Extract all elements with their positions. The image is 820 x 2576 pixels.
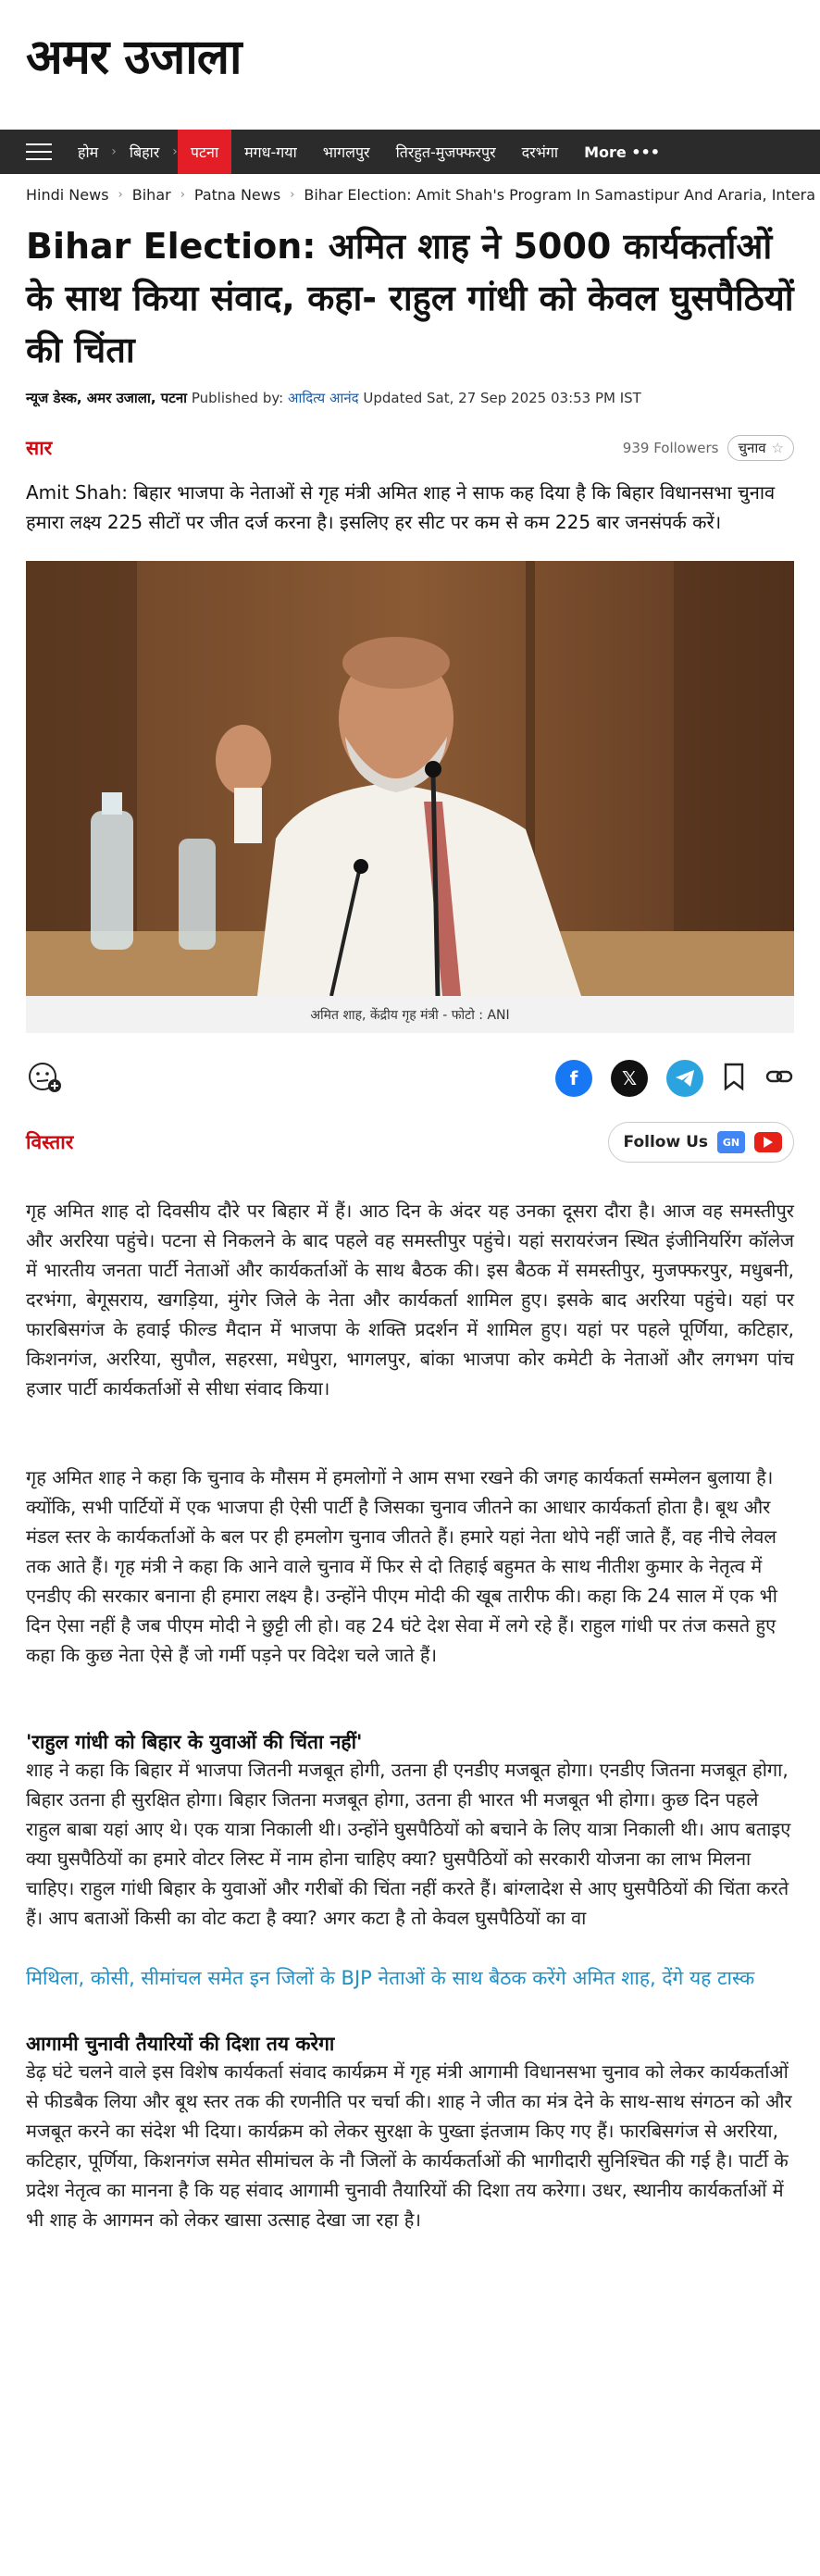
article-summary: Amit Shah: बिहार भाजपा के नेताओं से गृह मंत्री अमित शाह ने साफ कह दिया है कि बिहार विधानसभा चुनाव हमारा लक्ष्य 225 सीटों पर जीत दर्ज करना है। इसलिए हर सीट पर कम से कम 225 बार जनसंपर्क करें। [26, 481, 776, 533]
breadcrumb-patna-news[interactable]: Patna News [193, 185, 281, 204]
topic-follow-button[interactable] [727, 435, 794, 461]
site-logo[interactable]: अमर उजाला [26, 29, 242, 85]
nav-item-magadh-gaya[interactable]: मगध-गया [244, 143, 297, 161]
article-paragraph: गृह अमित शाह ने कहा कि चुनाव के मौसम में हमलोगों ने आम सभा रखने की जगह कार्यकर्ता सम्मेलन बुलाया है। क्योंकि, सभी पार्टियों में एक भाजपा ही ऐसी पार्टी है जिसका चुनाव जीतने का आधार कार्यकर्ता होता है। बूथ और मंडल स्तर के कार्यकर्ताओं के बल पर ही हमलोग चुनाव जीतते हैं। हमारे यहां नेता थोपे नहीं जाते हैं, वह नीचे लेवल तक आते हैं। गृह मंत्री ने कहा कि आने वाले चुनाव में फिर से दो तिहाई बहुमत के साथ नीतीश कुमार के नेतृत्व में एनडीए की सरकार बनाना ही हमारा लक्ष्य है। उन्होंने पीएम मोदी की खूब तारीफ की। कहा कि 24 साल में एक भी दिन ऐसा नहीं है जब पीएम मोदी ने छुट्टी ली हो। वह 24 घंटे देश सेवा में लगे रहे हैं। राहुल गांधी पर तंज कसते हुए कहा कि कुछ नेता ऐसे हैं जो गर्मी पड़ने पर विदेश चले जाते हैं। [26, 1466, 777, 1666]
article-paragraph: डेढ़ घंटे चलने वाले इस विशेष कार्यकर्ता संवाद कार्यक्रम में गृह मंत्री आगामी विधानसभा चुनाव को लेकर कार्यकर्ताओं से फीडबैक लिया और बूथ स्तर तक की रणनीति पर चर्चा की। शाह ने जीत का मंत्र देने के साथ-साथ संगठन को और मजबूत करने का संदेश भी दिया। कार्यक्रम को लेकर सुरक्षा के पुख्ता इंतजाम किए गए हैं। फारबिसगंज से अररिया, कटिहार, पूर्णिया, किशनगंज समेत सीमांचल के नौ जिलों के कार्यकर्ताओं की भागीदारी सुनिश्चित की गई है। पार्टी के प्रदेश नेतृत्व का मानना है कि यह संवाद आगामी चुनावी तैयारियों की दिशा तय करेगा। उधर, स्थानीय कार्यकर्ताओं में भी शाह के आगमन को लेकर खासा उत्साह देखा जा रहा है। [26, 2060, 792, 2231]
menu-icon[interactable] [26, 143, 52, 160]
byline [0, 389, 820, 407]
summary-header [26, 435, 794, 461]
star-icon: ☆ [771, 440, 784, 456]
section-heading: आगामी चुनावी तैयारियों की दिशा तय करेगा [26, 2033, 335, 2055]
youtube-icon[interactable] [754, 1132, 782, 1152]
breadcrumb-current: Bihar Election: Amit Shah's Program In Samastipur And Araria, Intera [304, 185, 816, 204]
author-link[interactable]: आदित्य आनंद [288, 390, 359, 406]
share-icons [555, 1060, 794, 1097]
hero-image [26, 561, 794, 996]
chevron-right-icon: › [180, 187, 185, 202]
nav-item-patna[interactable]: पटना [178, 130, 231, 174]
bookmark-icon[interactable] [722, 1062, 746, 1095]
breadcrumb [0, 174, 820, 215]
article-title: Bihar Election: अमित शाह ने 5000 कार्यकर्ताओं के साथ किया संवाद, कहा- राहुल गांधी को केवल घुसपैठियों की चिंता [26, 226, 794, 370]
nav-item-home[interactable]: होम [78, 143, 99, 161]
hero-image-illustration [26, 561, 794, 996]
nav-item-bihar[interactable]: बिहार [129, 143, 160, 161]
detail-label: विस्तार [26, 1131, 74, 1153]
follow-us-label: Follow Us [623, 1133, 708, 1151]
related-article-link[interactable]: मिथिला, कोसी, सीमांचल समेत इन जिलों के BJP नेताओं के साथ बैठक करेंगे अमित शाह, देंगे यह टास्क [26, 1967, 755, 1989]
logo-bar [0, 0, 820, 130]
article-paragraph: गृह अमित शाह दो दिवसीय दौरे पर बिहार में हैं। आठ दिन के अंदर यह उनका दूसरा दौरा है। आज वह समस्तीपुर और अररिया पहुंचे। पटना से निकलने के बाद पहले वह समस्तीपुर पहुंचे। यहां सरायरंजन स्थित इंजीनियरिंग कॉलेज में भारतीय जनता पार्टी नेताओं और कार्यकर्ताओं के साथ बैठक की। इस बैठक में समस्तीपुर, मुजफ्फरपुर, मधुबनी, दरभंगा, बेगूसराय, खगड़िया, मुंगेर जिले के नेता और कार्यकर्ता शामिल हुए। इसके बाद अररिया पहुंचे। यहां पर फारबिसगंज के हवाई फील्ड मैदान में भाजपा के शक्ति प्रदर्शन में शामिल हुए। यहां पर पहले पूर्णिया, कटिहार, किशनगंज, अररिया, सुपौल, सहरसा, मधेपुरा, भागलपुर, बांका भाजपा कोर कमेटी के नेताओं और लगभग पांच हजार पार्टी कार्यकर्ताओं से सीधा संवाद किया। [26, 1200, 794, 1400]
updated-time: Updated Sat, 27 Sep 2025 03:53 PM IST [363, 390, 641, 406]
emoji-react-icon[interactable] [26, 1058, 63, 1099]
chevron-right-icon: › [111, 144, 117, 159]
breadcrumb-bihar[interactable]: Bihar [131, 185, 171, 204]
main-nav [0, 130, 820, 174]
nav-item-bhagalpur[interactable]: भागलपुर [322, 143, 370, 161]
published-label: Published by: [191, 390, 284, 406]
x-icon[interactable]: 𝕏 [611, 1060, 648, 1097]
topic-chip-label: चुनाव [738, 440, 766, 456]
followers-count: 939 Followers [622, 440, 719, 456]
follow-us-button[interactable] [608, 1122, 794, 1163]
byline-desk: न्यूज डेस्क, अमर उजाला, पटना [26, 390, 188, 406]
link-icon[interactable] [764, 1062, 794, 1095]
share-bar [26, 1055, 794, 1101]
image-caption: अमित शाह, केंद्रीय गृह मंत्री - फोटो : ANI [26, 996, 794, 1033]
article-paragraph: शाह ने कहा कि बिहार में भाजपा जितनी मजबूत होगी, उतना ही एनडीए मजबूत होगा। एनडीए जितना मजबूत होगा, बिहार उतना ही सुरक्षित होगा। बिहार जितना मजबूत होगा, उतना ही भारत भी मजबूत भी होगा। कुछ दिन पहले राहुल बाबा यहां आए थे। एक यात्रा निकाली थी। उन्होंने घुसपैठियों को बचाने के लिए यात्रा निकाली थी। आप बताइए क्या घुसपैठियों का हमारे वोटर लिस्ट में नाम होना चाहिए क्या? घुसपैठियों को सरकारी योजना का लाभ मिलना चाहिए। राहुल गांधी बिहार के युवाओं और गरीबों की चिंता नहीं करते हैं। बांग्लादेश से आए घुसपैठियों की चिंता करते हैं। आप बताओं किसी का वोट कटा है क्या? अगर कटा है तो केवल घुसपैठियों का वा [26, 1759, 791, 1929]
nav-more-button[interactable]: More ••• [584, 143, 660, 161]
facebook-icon[interactable]: f [555, 1060, 592, 1097]
section-heading: 'राहुल गांधी को बिहार के युवाओं की चिंता नहीं' [26, 1731, 363, 1753]
breadcrumb-hindi-news[interactable]: Hindi News [26, 185, 109, 204]
chevron-right-icon: › [290, 187, 295, 202]
chevron-right-icon: › [172, 144, 178, 159]
topic-follow [623, 435, 794, 461]
google-news-icon[interactable]: GN [717, 1131, 745, 1153]
detail-header [26, 1122, 794, 1163]
nav-item-darbhanga[interactable]: दरभंगा [521, 143, 559, 161]
nav-item-tirhut-muzaffarpur[interactable]: तिरहुत-मुजफ्फरपुर [395, 143, 496, 161]
summary-label: सार [26, 437, 53, 459]
telegram-icon[interactable] [666, 1060, 703, 1097]
chevron-right-icon: › [118, 187, 123, 202]
